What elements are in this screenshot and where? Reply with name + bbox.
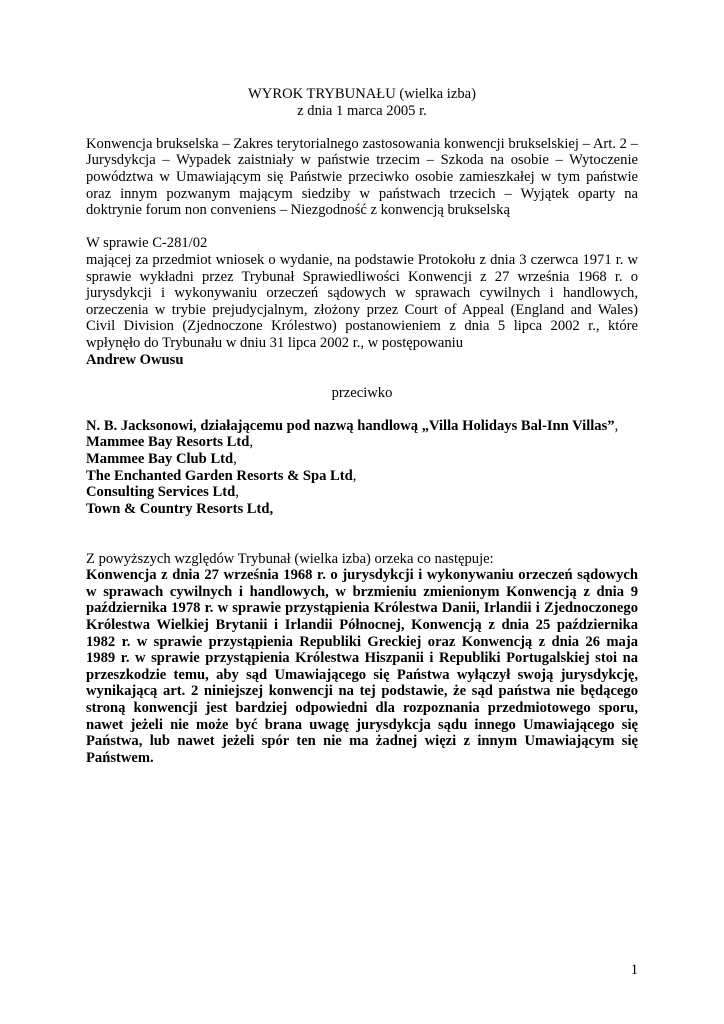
document-page (86, 86, 638, 766)
defendant-suffix: , (614, 417, 619, 434)
defendant-name: Mammee Bay Resorts Ltd (86, 434, 250, 451)
keywords-paragraph: Konwencja brukselska – Zakres terytorialnego zastosowania konwencji brukselskiej – Art. 2 – Jurysdykcja – Wypadek zaistniały w państwie trzecim – Szkoda na osobie – Wytoczenie powództwa w Umawiającym się Państwie przeciwko osobie zamieszkałej w tym państwie oraz innym pozwanym mającym siedziby w państwach trzecich – Wyjątek oparty na doktrynie forum non conveniens – Niezgodność z konwencją brukselską (86, 135, 638, 219)
claimant-name: Andrew Owusu (86, 351, 184, 368)
defendant-item (86, 418, 638, 435)
document-date: z dnia 1 marca 2005 r. (297, 102, 427, 119)
spacer (86, 119, 638, 136)
spacer (86, 401, 638, 418)
spacer (86, 534, 638, 551)
ruling-intro: Z powyższych względów Trybunał (wielka izba) orzeka co następuje: (86, 550, 494, 567)
spacer (86, 517, 638, 534)
defendant-suffix: , (235, 484, 239, 501)
ruling-text: Konwencja z dnia 27 września 1968 r. o jurysdykcji i wykonywaniu orzeczeń sądowych w sprawach cywilnych i handlowych, w brzmieniu zmienionym Konwencją z dnia 9 października 1978 r. w sprawie przystąpienia Królestwa Danii, Irlandii i Zjednoczonego Królestwa Wielkiej Brytanii i Irlandii Północnej, Konwencją z dnia 25 października 1982 r. w sprawie przystąpienia Republiki Greckiej oraz Konwencją z dnia 26 maja 1989 r. w sprawie przystąpienia Królestwa Hiszpanii i Republiki Portugalskiej stoi na przeszkodzie temu, aby sąd Umawiającego się Państwa wyłączył swoją jurysdykcję, wynikającą art. 2 niniejszej konwencji na tej podstawie, że sąd państwa nie będącego stroną konwencji jest bardziej odpowiedni dla rozpoznania przedmiotowego sporu, nawet jeżeli nie może być brana uwagę jurysdykcja sądu innego Umawiającego się Państwa, lub nawet jeżeli spór ten nie ma żadnej więzi z innym Umawiającym się Państwem. (86, 567, 638, 766)
defendant-item (86, 451, 638, 468)
defendants-list (86, 418, 638, 518)
defendant-suffix: , (233, 451, 237, 468)
defendant-item (86, 468, 638, 485)
defendant-suffix: , (352, 467, 357, 484)
defendant-item (86, 501, 638, 518)
spacer (86, 219, 638, 236)
case-number: W sprawie C-281/02 (86, 235, 208, 252)
case-description: mającej za przedmiot wniosek o wydanie, na podstawie Protokołu z dnia 3 czerwca 1971 r. w sprawie wykładni przez Trybunał Sprawiedliwości Konwencji z 27 września 1968 r. o jurysdykcji i wykonywaniu orzeczeń sądowych w sprawach cywilnych i handlowych, orzeczenia w trybie prejudycjalnym, złożony przez Court of Appeal (England and Wales) Civil Division (Zjednoczone Królestwo) postanowieniem z dnia 5 lipca 2002 r., które wpłynęło do Trybunału w dniu 31 lipca 2002 r., w postępowaniu (86, 251, 638, 351)
versus-label: przeciwko (331, 384, 393, 401)
spacer (86, 368, 638, 385)
defendant-item (86, 434, 638, 451)
defendant-suffix: , (249, 434, 253, 451)
defendant-name: N. B. Jacksonowi, działającemu pod nazwą handlową „Villa Holidays Bal-Inn Villas” (86, 417, 615, 434)
defendant-name: The Enchanted Garden Resorts & Spa Ltd (86, 467, 353, 484)
defendant-name: Town & Country Resorts Ltd, (86, 500, 274, 517)
page-number: 1 (630, 962, 638, 978)
defendant-item (86, 484, 638, 501)
defendant-name: Consulting Services Ltd (86, 484, 236, 501)
defendant-name: Mammee Bay Club Ltd (86, 451, 234, 468)
document-title: WYROK TRYBUNAŁU (wielka izba) (248, 86, 476, 102)
